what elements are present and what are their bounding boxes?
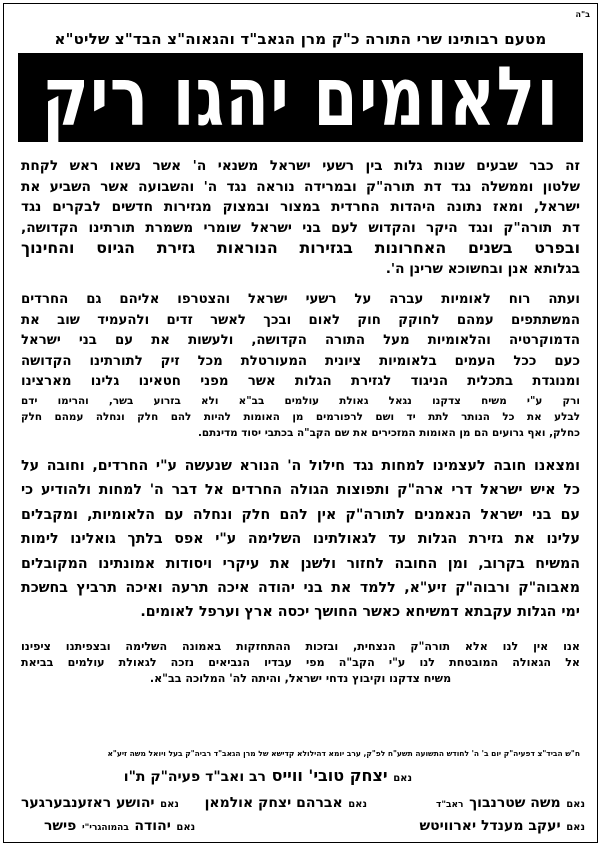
proclamation-poster	[3, 3, 598, 843]
signature-5	[44, 815, 195, 834]
signature-title: ראב"ד	[436, 800, 464, 810]
text-line: המשיח בקרוב, ומן החובה לחזור ולשנן את עיקרי ויסודות אמונתינו המקובלים	[21, 555, 580, 572]
paragraph-2	[21, 290, 580, 441]
text-line: אל הגאולה המובטחת לנו ע"י הקב"ה מפי עבדיו הנביאים נזכה לגאולת עולמים בביאת	[21, 656, 580, 670]
paragraph-3	[21, 454, 580, 625]
signature-surname: פישר	[44, 818, 77, 834]
text-line: משיח צדקנו וקיבוץ נדחי ישראל, והיתה לה' המלוכה בב"א.	[149, 672, 452, 686]
issuer-line: מטעם רבותינו שרי התורה כ"ק מרן הגאב"ד והגאוה"צ הבד"צ שליט"א	[54, 30, 547, 48]
text-line: כחלק, ואף גרועים הם מן האומות המזכירים את שם הקב"ה בכתבי יסוד מדינתם.	[197, 426, 580, 439]
bh-mark: ב"ה	[575, 10, 590, 19]
text-line: בגלותא אנן ובחשוכא שרינן ה'.	[385, 260, 580, 277]
text-line: המשתתפים עמהם לחוקק חוק לאום ובכך לאשר זדים ולהעמיד שוב את	[21, 312, 580, 328]
text-line: שלטון וממשלה נגד דת תורה"ק ובמרידה נוראה נגד ה' והשבועה אשר השביע את	[21, 178, 580, 195]
signature-title: בהמוהגרי"י	[81, 823, 129, 833]
text-line: כעם ככל העמים בלאומיות ציונית המעורטלת מכל זיק לתורתינו הקדושה	[21, 353, 580, 369]
signature-4	[419, 815, 585, 834]
signature-3	[21, 792, 179, 811]
poster-body	[21, 156, 580, 687]
text-line: ורק ע"י משיח צדקנו נגאל גאולת עולמים בב"א ולא בזרוע בשר, והרימו ידם	[21, 394, 580, 407]
date-line: ח"ש הביד"צ דפעיה"ק יום ב' ה' לחודש התשועה תשע"ח לפ"ק, ערב יומא דהילולא קדישא של מרן הגאב"ד רביה"ק בעל ויואל משה זיע"א	[107, 749, 580, 758]
poster-title: ולאומים יהגו ריק	[41, 50, 560, 145]
text-line: ימי הגלות עקבתא דמשיחא כאשר החושך יכסה ארץ וערפל לאומים.	[140, 604, 580, 621]
signature-name: יעקב מענדל יארוויטש	[419, 818, 561, 834]
text-line: ועתה רוח לאומיות עברה על רשעי ישראל והצטרפו אליהם גם החרדים	[21, 292, 580, 307]
text-line: ומצאנו חובה לעצמינו למחות נגד חילול ה' הנורא שנעשה ע"י החרדים, וחובה על	[21, 457, 580, 474]
signature-prefix: נאם	[566, 822, 585, 833]
text-line: ישראל, ומאז נתונה היהדות החרדית במצור ובמצוק מגזירות חדשים לבקרים נגד	[21, 199, 580, 215]
text-line: מאבוה"ק ורבוה"ק זיע"א, ללמד את בני יהודה איכה תרעה ואיכה תרביץ בחשכת	[21, 580, 580, 596]
text-line: זה כבר שבעים שנות גלות בין רשעי ישראל משנאי ה' אשר נשאו ראש לקחת	[21, 158, 580, 174]
signature-prefix: נאם	[160, 799, 179, 810]
signature-prefix: נאם	[566, 799, 585, 810]
text-line: הדמוקרטיה והלאומיות מעל התורה הקדושה, ולעשות את עם בני ישראל	[21, 333, 580, 349]
signature-name: יהושע ראזענבערגער	[21, 795, 155, 811]
signature-name: יצחק טובי' ווייס	[271, 766, 388, 785]
paragraph-4	[21, 639, 580, 688]
signature-1	[436, 792, 585, 811]
signature-prefix: נאם	[393, 773, 412, 784]
text-line: כל איש ישראל דרי ארה"ק ותפוצות הגולה החרדים אל דבר ה' למחות ולהודיע כי	[21, 482, 580, 499]
text-line: ומנוגדת בתכלית הניגוד לגזירת הגלות אשר מפני חטאינו גלינו מארצינו	[21, 374, 580, 390]
signature-prefix: נאם	[176, 822, 196, 833]
title-banner	[18, 50, 583, 145]
signature-main	[124, 766, 412, 785]
paragraph-1	[21, 156, 580, 279]
signature-2	[205, 792, 367, 811]
signature-prefix: נאם	[348, 799, 367, 810]
text-line: אנו אין לנו אלא תורה"ק הנצחית, ובזכות ההתחזקות באמונה השלימה ובצפיתנו ציפינו	[21, 639, 580, 653]
text-line: לבלע את כל הנותר לתת יד ושם לרפורמים מן האומות להיות להם חלק ונחלה עמהם חלק	[21, 410, 580, 423]
text-line: עם בני ישראל הנאמנים לתורה"ק אין להם חלק ונחלה עם הלאומיות, ומקבלים	[21, 506, 580, 523]
text-line: עלינו את גזירת הגלות עד לגאולתינו השלימה ע"י אפס בלתך גואלינו לימות	[21, 531, 580, 548]
signature-name: יהודה	[134, 818, 171, 834]
text-line: דת תורה"ק ונגד היקר והקדוש לעם בני ישראל שומרי משמרת תורתינו הקדושה,	[21, 219, 580, 236]
signature-name: משה שטרנבוך	[469, 795, 561, 811]
emphasis-line: ובפרט בשנים האחרונות בגזירות הנוראות גזירת הגיוס והחינוך	[21, 238, 580, 257]
signature-title: רב ואב"ד פעיה"ק ת"ו	[123, 769, 266, 785]
signature-name: אברהם יצחק אולמאן	[204, 795, 343, 811]
